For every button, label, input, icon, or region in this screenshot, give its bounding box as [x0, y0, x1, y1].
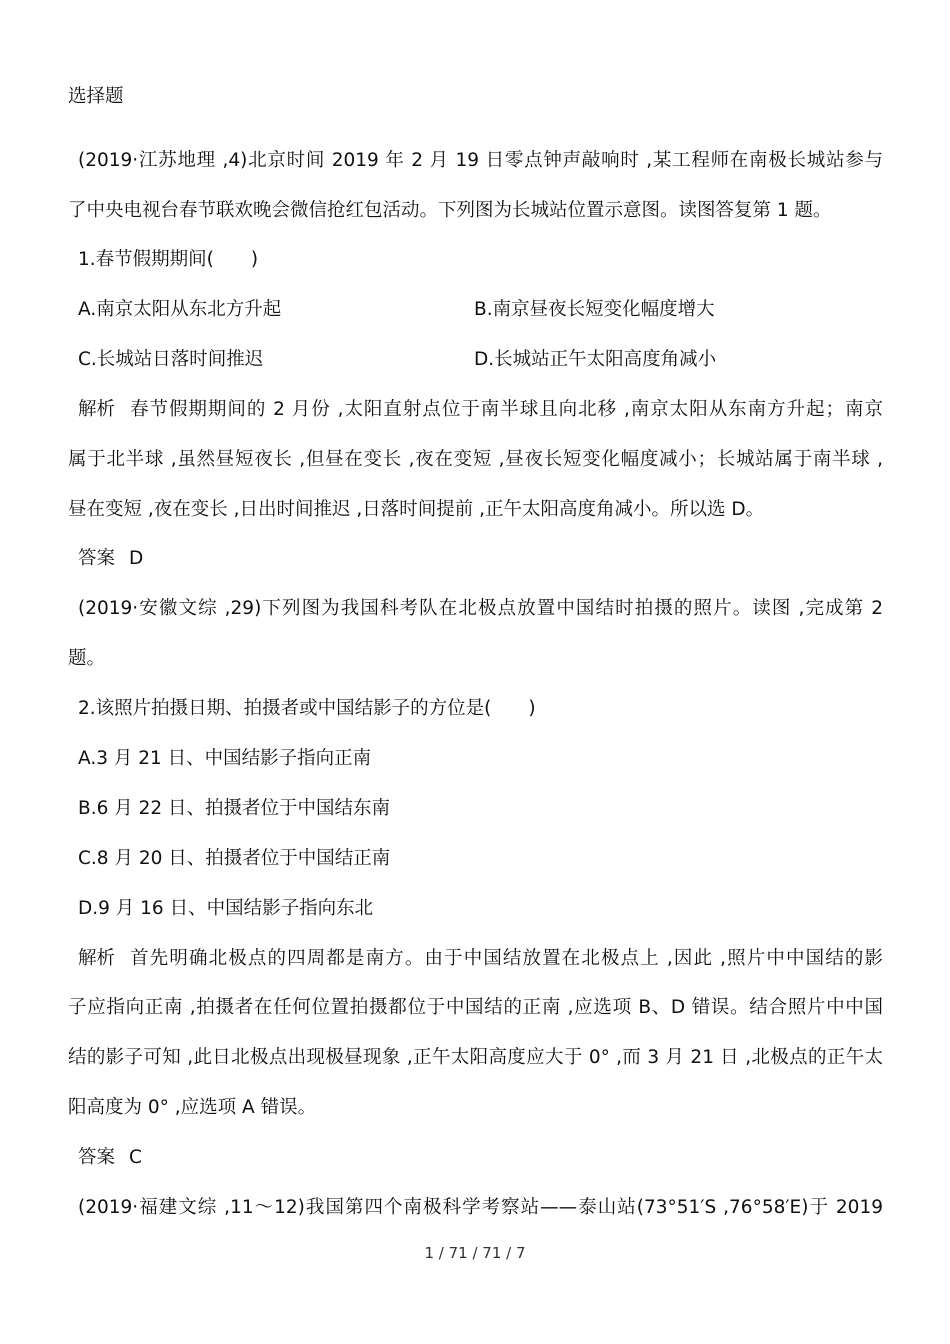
q1-analysis-label: 解析 [78, 399, 116, 420]
intro2-line2: 题。 [68, 648, 106, 669]
q2-option-c: C.8 月 20 日、拍摄者位于中国结正南 [78, 848, 391, 869]
q1-answer-label: 答案 [78, 548, 116, 569]
q2-option-b: B.6 月 22 日、拍摄者位于中国结东南 [78, 798, 391, 819]
section-title: 选择题 [68, 86, 124, 107]
intro1-line2: 了中央电视台春节联欢晚会微信抢红包活动。下列图为长城站位置示意图。读图答复第 1 题。 [68, 200, 832, 221]
q1-answer-value: D [129, 548, 144, 569]
q1-analysis-text1: 春节假期期间的 2 月份 ,太阳直射点位于南半球且向北移 ,南京太阳从东南方升起；南京 [129, 399, 883, 420]
q2-analysis-label: 解析 [78, 948, 116, 969]
q2-stem: 2.该照片拍摄日期、拍摄者或中国结影子的方位是( ) [78, 698, 536, 719]
q1-analysis-line3: 昼在变短 ,夜在变长 ,日出时间推迟 ,日落时间提前 ,正午太阳高度角减小。所以选 D。 [68, 499, 765, 520]
intro3-line1: (2019·福建文综 ,11～12)我国第四个南极科学考察站——泰山站(73°51′S ,76°58′E)于 2019 [78, 1197, 883, 1218]
q1-option-d: D.长城站正午太阳高度角减小 [474, 349, 717, 370]
q1-analysis-line2: 属于北半球 ,虽然昼短夜长 ,但昼在变长 ,夜在变短 ,昼夜长短变化幅度减小；长城站属于南半球 , [68, 449, 883, 470]
q2-analysis-line1 [78, 946, 883, 972]
q1-answer [78, 546, 143, 572]
q2-option-d: D.9 月 16 日、中国结影子指向东北 [78, 898, 374, 919]
q2-analysis-line3: 结的影子可知 ,此日北极点出现极昼现象 ,正午太阳高度应大于 0° ,而 3 月 21 日 ,北极点的正午太 [68, 1047, 883, 1068]
q2-analysis-line2: 子应指向正南 ,拍摄者在任何位置拍摄都位于中国结的正南 ,应选项 B、D 错误。结合照片中中国 [68, 997, 883, 1018]
q1-options-row2 [78, 347, 883, 373]
q1-analysis-line1 [78, 397, 883, 423]
q1-option-c: C.长城站日落时间推迟 [78, 349, 264, 370]
q2-answer-value: C [129, 1147, 142, 1168]
q1-option-b: B.南京昼夜长短变化幅度增大 [474, 299, 715, 320]
q1-stem: 1.春节假期期间( ) [78, 249, 259, 270]
q2-analysis-text1: 首先明确北极点的四周都是南方。由于中国结放置在北极点上 ,因此 ,照片中中国结的影 [129, 948, 883, 969]
q1-options-row1 [78, 297, 883, 323]
q1-option-a: A.南京太阳从东北方升起 [78, 299, 282, 320]
q2-answer [78, 1145, 142, 1171]
intro2-line1: (2019·安徽文综 ,29)下列图为我国科考队在北极点放置中国结时拍摄的照片。读图 ,完成第 2 [78, 598, 883, 619]
page-footer: 1 / 71 / 71 / 7 [424, 1244, 526, 1262]
q2-analysis-line4: 阳高度为 0° ,应选项 A 错误。 [68, 1097, 317, 1118]
q2-option-a: A.3 月 21 日、中国结影子指向正南 [78, 748, 372, 769]
intro1-line1: (2019·江苏地理 ,4)北京时间 2019 年 2 月 19 日零点钟声敲响时 ,某工程师在南极长城站参与 [78, 150, 883, 171]
q2-answer-label: 答案 [78, 1147, 116, 1168]
